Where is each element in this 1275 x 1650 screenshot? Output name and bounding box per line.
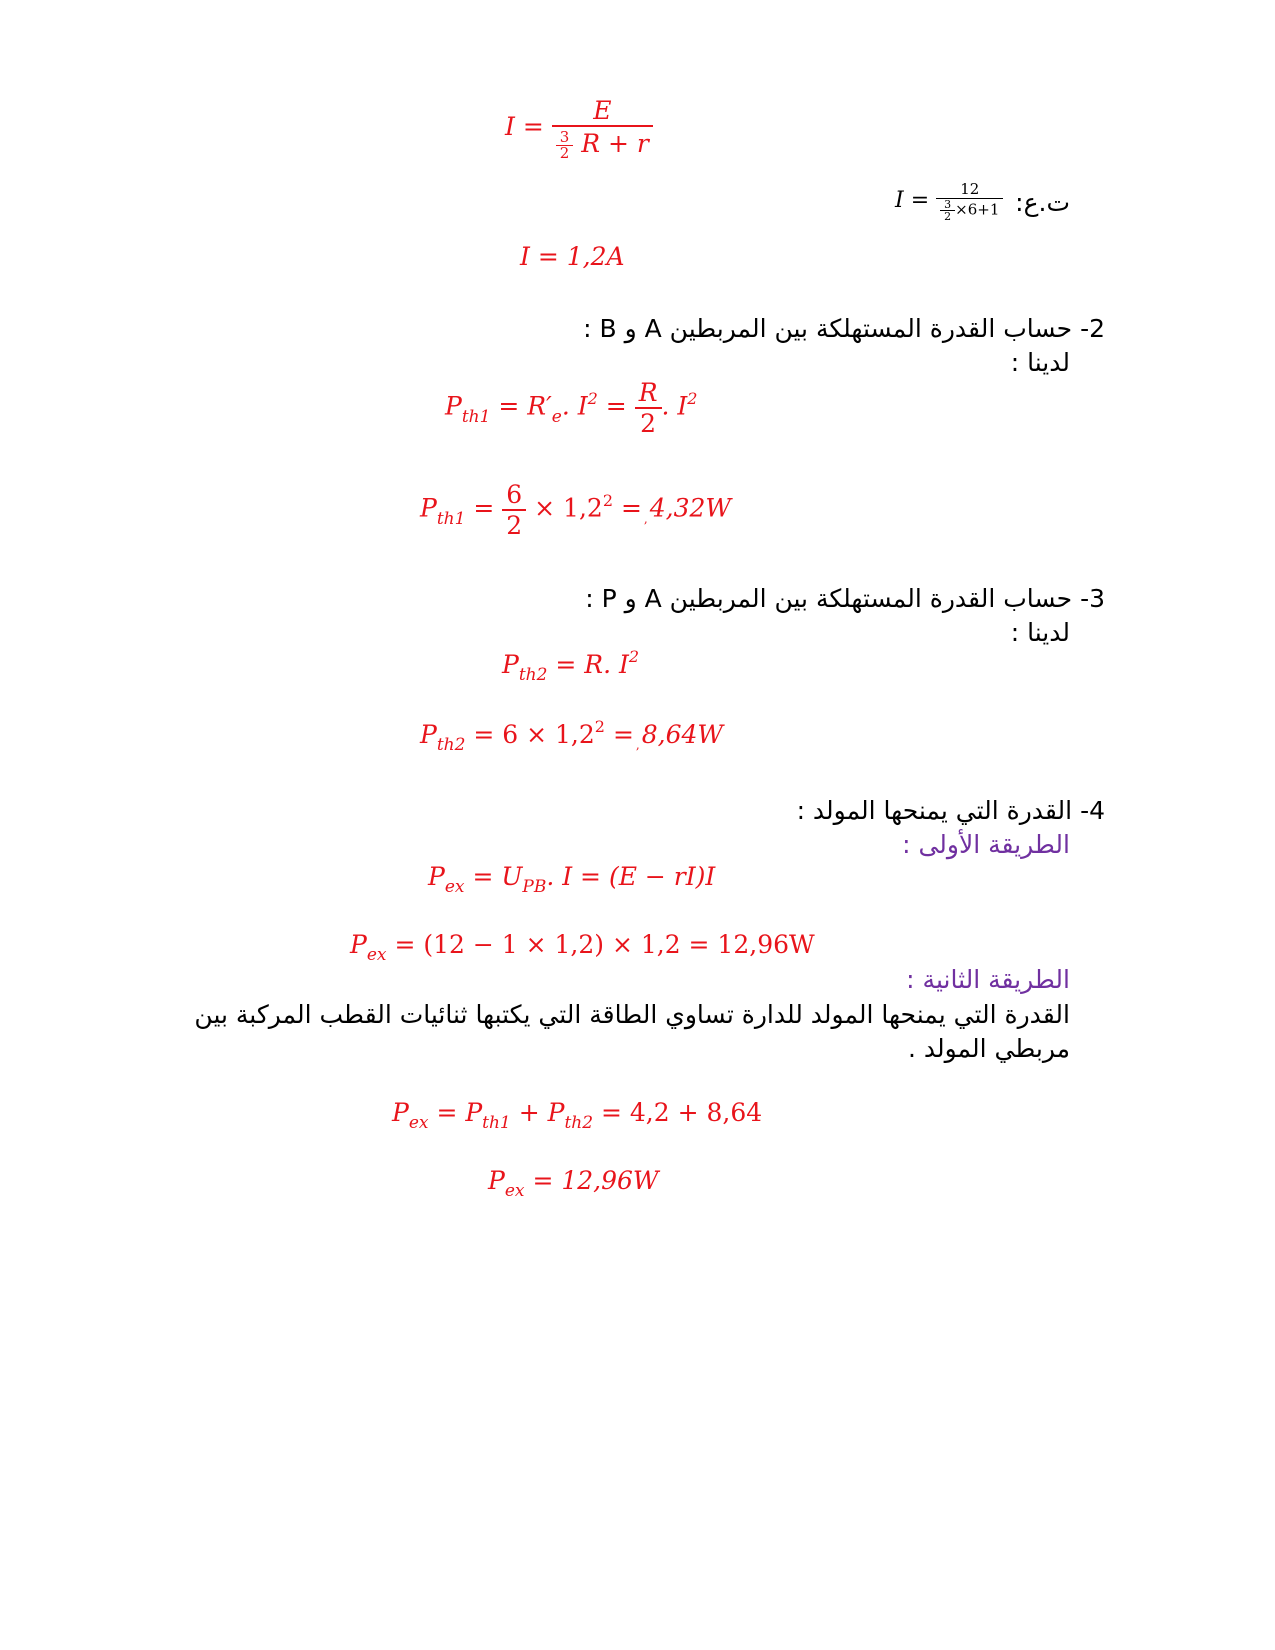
numeric-three-halves-num: 3 bbox=[944, 198, 952, 211]
numeric-fraction bbox=[936, 180, 1003, 222]
pth1n-fraction bbox=[502, 480, 526, 540]
numeric-application-formula bbox=[895, 180, 1003, 222]
formula-pex1-numeric bbox=[350, 930, 815, 965]
formula-pex1 bbox=[428, 862, 716, 897]
pth1-tail-exp: 2 bbox=[687, 388, 698, 408]
pth1n-exp: 2 bbox=[602, 490, 613, 510]
pex1-lhs: P bbox=[428, 862, 445, 891]
numeric-equals: = bbox=[910, 188, 930, 213]
pth2n-lhs-sub: th2 bbox=[436, 735, 466, 755]
pex2-b: + P bbox=[518, 1098, 565, 1127]
method-1-heading: الطريقة الأولى : bbox=[902, 830, 1070, 859]
pth1-denominator: 2 bbox=[635, 407, 662, 438]
pth2-lhs-sub: th2 bbox=[518, 665, 548, 685]
pex1n-lhs-sub: ex bbox=[366, 945, 387, 965]
formula-current bbox=[505, 96, 653, 161]
numeric-application-label: ت.ع: bbox=[1015, 188, 1070, 217]
pex2r-lhs-sub: ex bbox=[504, 1181, 525, 1201]
pth1n-equals: = bbox=[473, 493, 495, 523]
pth1n-comma: , bbox=[643, 511, 648, 526]
formula-current-fraction bbox=[552, 96, 653, 161]
pth1-mid-sub: e bbox=[551, 406, 562, 427]
pex2-lhs-sub: ex bbox=[408, 1113, 429, 1133]
formula-pex2 bbox=[392, 1098, 763, 1133]
pex2r-rest: = 12,96W bbox=[532, 1166, 659, 1195]
pth1-lhs: P bbox=[445, 391, 462, 421]
result-current: I = 1,2A bbox=[520, 242, 625, 271]
numeric-denominator bbox=[936, 198, 1003, 222]
numeric-den-rest: ×6+1 bbox=[955, 200, 1000, 219]
pth1n-equals2: = bbox=[620, 493, 642, 523]
pex1-rest: . I = (E − rI)I bbox=[546, 862, 716, 891]
pth2n-lhs: P bbox=[420, 720, 437, 749]
pex1n-rest: = (12 − 1 × 1,2) × 1,2 = 12,96W bbox=[394, 930, 815, 959]
numeric-three-halves bbox=[940, 199, 955, 222]
equals-sign: = bbox=[522, 112, 544, 141]
formula-current-lhs: I bbox=[505, 112, 515, 141]
formula-current-denominator bbox=[552, 125, 653, 161]
pex2-b-sub: th2 bbox=[564, 1113, 594, 1133]
pth1n-value: 4,32W bbox=[649, 493, 732, 523]
method-2-paragraph-line-2: مربطي المولد . bbox=[908, 1034, 1070, 1063]
pth1-numerator: R bbox=[638, 378, 658, 407]
pth1-fraction bbox=[635, 378, 662, 438]
pex2-lhs: P bbox=[392, 1098, 409, 1127]
pex2r-lhs: P bbox=[488, 1166, 505, 1195]
pex1-lhs-sub: ex bbox=[444, 877, 465, 897]
method-2-heading: الطريقة الثانية : bbox=[906, 965, 1070, 994]
section-4-title: 4- القدرة التي يمنحها المولد : bbox=[796, 796, 1105, 825]
pex2-rest: = 4,2 + 8,64 bbox=[601, 1098, 763, 1127]
pex1n-lhs: P bbox=[350, 930, 367, 959]
numeric-lhs: I bbox=[895, 188, 904, 213]
formula-pth2-numeric bbox=[420, 717, 724, 755]
pth2n-comma: , bbox=[635, 738, 640, 752]
pex2-a: = P bbox=[436, 1098, 483, 1127]
formula-current-den-rest: R + r bbox=[581, 129, 649, 158]
pth1n-rest: × 1,2 bbox=[534, 493, 603, 523]
three-halves-den: 2 bbox=[556, 145, 574, 161]
pth1n-denominator: 2 bbox=[502, 509, 526, 540]
section-3-title: 3- حساب القدرة المستهلكة بين المربطين A و P : bbox=[585, 584, 1105, 613]
section-2-given: لدينا : bbox=[1010, 348, 1070, 377]
pth2n-equals2: = bbox=[612, 720, 634, 749]
numeric-three-halves-den: 2 bbox=[940, 210, 955, 222]
pth2-rest: = R. I bbox=[555, 650, 629, 679]
formula-current-numerator: E bbox=[593, 96, 612, 125]
pth1-mid2: . I bbox=[561, 391, 588, 421]
pth1n-lhs-sub: th1 bbox=[436, 508, 466, 529]
pth2-exp: 2 bbox=[628, 647, 640, 666]
three-halves-fraction bbox=[556, 130, 574, 161]
pth1-lhs-sub: th1 bbox=[461, 406, 491, 427]
pth1n-lhs: P bbox=[420, 493, 437, 523]
pth1-tail: . I bbox=[661, 391, 688, 421]
numeric-numerator: 12 bbox=[960, 180, 980, 198]
section-2-title: 2- حساب القدرة المستهلكة بين المربطين A و B : bbox=[583, 314, 1105, 343]
pth2-lhs: P bbox=[502, 650, 519, 679]
three-halves-num: 3 bbox=[559, 128, 570, 146]
pth2n-value: 8,64W bbox=[641, 720, 724, 749]
pth1-exp: 2 bbox=[587, 388, 598, 408]
pex1-mid-sub: PB bbox=[522, 877, 547, 897]
pex1-mid: = U bbox=[472, 862, 523, 891]
formula-pth2 bbox=[502, 647, 640, 685]
formula-pth1-numeric bbox=[420, 480, 731, 540]
pth1-equals: = bbox=[605, 391, 627, 421]
pth2n-exp: 2 bbox=[594, 717, 605, 736]
pth2n-rest: = 6 × 1,2 bbox=[473, 720, 595, 749]
formula-pex2-result bbox=[488, 1166, 659, 1201]
pth1-mid: = R′ bbox=[498, 391, 552, 421]
pth1n-numerator: 6 bbox=[506, 480, 523, 509]
pex2-a-sub: th1 bbox=[482, 1113, 511, 1133]
section-3-given: لدينا : bbox=[1010, 618, 1070, 647]
method-2-paragraph-line-1: القدرة التي يمنحها المولد للدارة تساوي الطاقة التي يكتبها ثنائيات القطب المركبة بين bbox=[194, 1000, 1070, 1029]
formula-pth1 bbox=[445, 378, 697, 438]
